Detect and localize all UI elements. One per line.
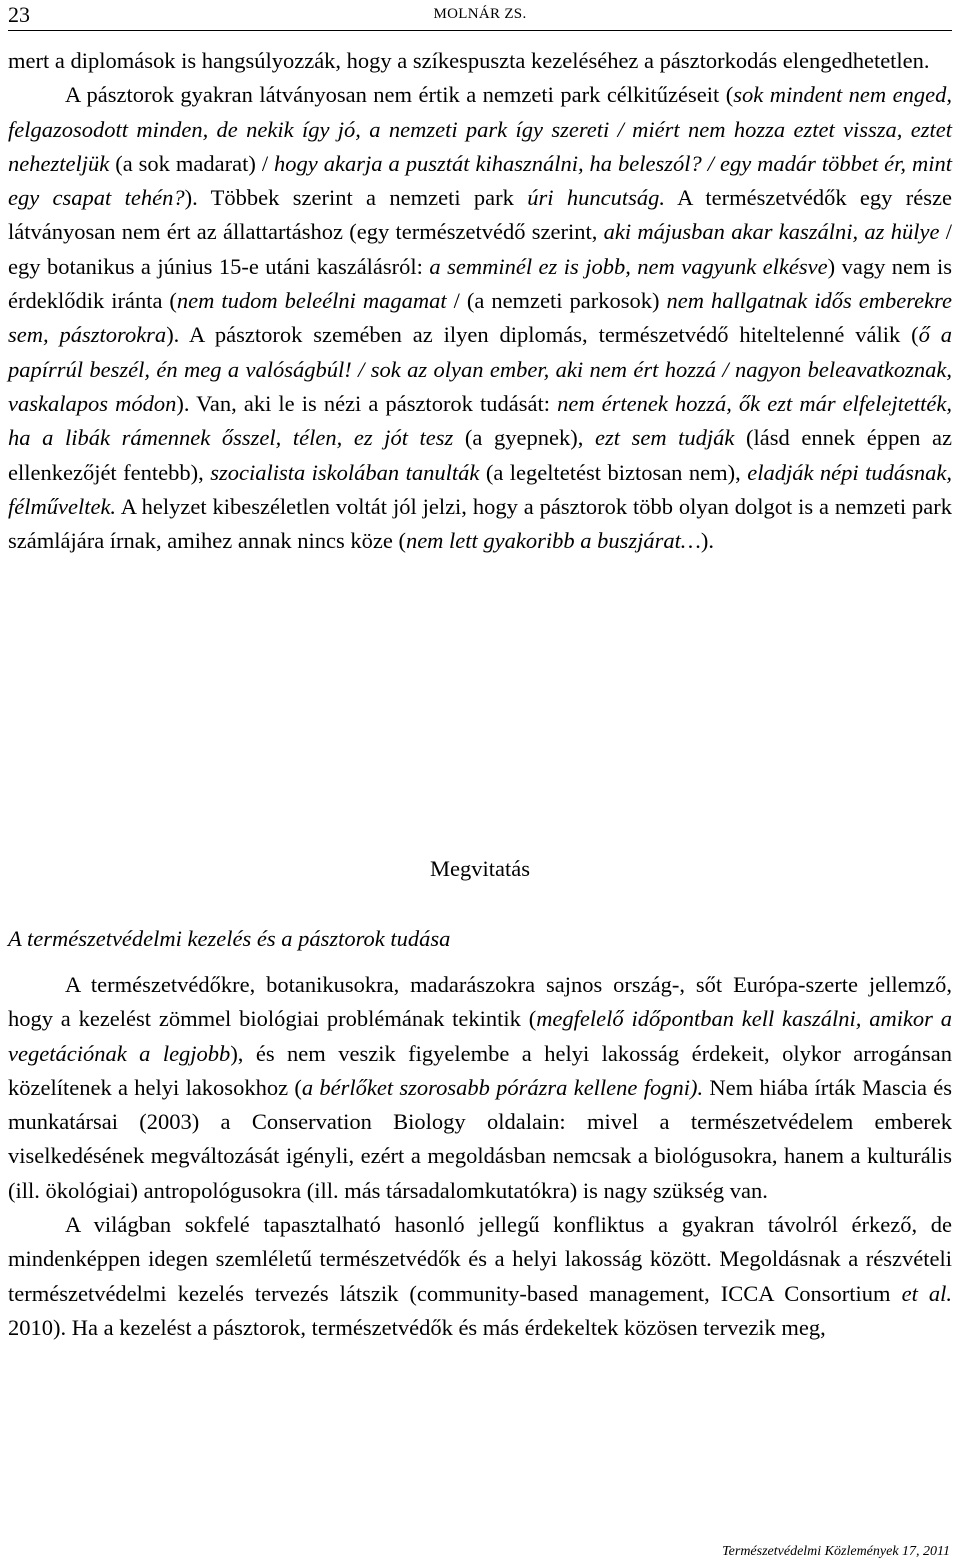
running-head-author: MOLNÁR ZS. — [433, 6, 527, 22]
page-header — [8, 0, 952, 31]
page-number: 23 — [8, 2, 30, 27]
paragraph-continuation: mert a diplomások is hangsúlyozzák, hogy a szíkespuszta kezeléséhez a pásztorkodás elengedhetetlen. — [8, 48, 930, 73]
subsection-heading: A természetvédelmi kezelés és a pásztorok tudása — [8, 926, 451, 951]
main-text-lower — [8, 968, 952, 1345]
paragraph-discussion-1: A természetvédőkre, botanikusokra, madarászokra sajnos ország-, sőt Európa-szerte jellemző, hogy a kezelést zömmel biológiai problémának tekintik (megfelelő időpontban kell kaszálni, amikor a vegetációnak a legjobb), és nem veszik figyelembe a helyi lakosság érdekeit, olykor arrogánsan közelítenek a helyi lakosokhoz (a bérlőket szorosabb pórázra kellene fogni). Nem hiába írták Mascia és munkatársai (2003) a Conservation Biology oldalain: mivel a természetvédelem emberek viselkedésének megváltozását igényli, ezért a megoldásban nemcsak a biológusokra, hanem a kulturális (ill. ökológiai) antropológusokra (ill. más társadalomkutatókra) is nagy szükség van. — [8, 972, 952, 1203]
journal-footer: Természetvédelmi Közlemények 17, 2011 — [722, 1544, 950, 1559]
section-heading: Megvitatás — [430, 856, 530, 881]
paragraph-shepherds-views: A pásztorok gyakran látványosan nem értik a nemzeti park célkitűzéseit (sok mindent nem enged, felgazosodott minden, de nekik így jó, a nemzeti park így szereti / miért nem hozza eztet vissza, eztet nehezteljük (a sok madarat) / hogy akarja a pusztát kihasználni, ha beleszól? / egy madár többet ér, mint egy csapat tehén?). Többek szerint a nemzeti park úri huncutság. A természetvédők egy része látványosan nem ért az állattartáshoz (egy természetvédő szerint, aki májusban akar kaszálni, az hülye / egy botanikus a június 15-e utáni kaszálásról: a semminél ez is jobb, nem vagyunk elkésve) vagy nem is érdeklődik iránta (nem tudom beleélni magamat / (a nemzeti parkosok) nem hallgatnak idős emberekre sem, pásztorokra). A pásztorok szemében az ilyen diplomás, természetvédő hiteltelenné válik (ő a papírrúl beszél, én meg a valóságbúl! / sok az olyan ember, aki nem ért hozzá / nagyon beleavatkoznak, vaskalapos módon). Van, aki le is nézi a pásztorok tudását: nem értenek hozzá, ők ezt már elfelejtették, ha a libák rámennek ősszel, télen, ez jót tesz (a gyepnek), ezt sem tudják (lásd ennek éppen az ellenkezőjét fentebb), szocialista iskolában tanulták (a legeltetést biztosan nem), eladják népi tudásnak, félműveltek. A helyzet kibeszéletlen voltát jól jelzi, hogy a pásztorok több olyan dolgot is a nemzeti park számlájára írnak, amihez annak nincs köze (nem lett gyakoribb a buszjárat…). — [8, 82, 953, 554]
paragraph-discussion-2: A világban sokfelé tapasztalható hasonló jellegű konfliktus a gyakran távolról érkező, de mindenképpen idegen szemléletű természetvédők és a helyi lakosság között. Megoldásnak a részvételi természetvédelmi kezelés tervezés látszik (community-based management, ICCA Consortium et al. 2010). Ha a kezelést a pásztorok, természetvédők és más érdekeltek közösen tervezik meg, — [8, 1212, 952, 1340]
main-text-upper — [8, 44, 952, 558]
